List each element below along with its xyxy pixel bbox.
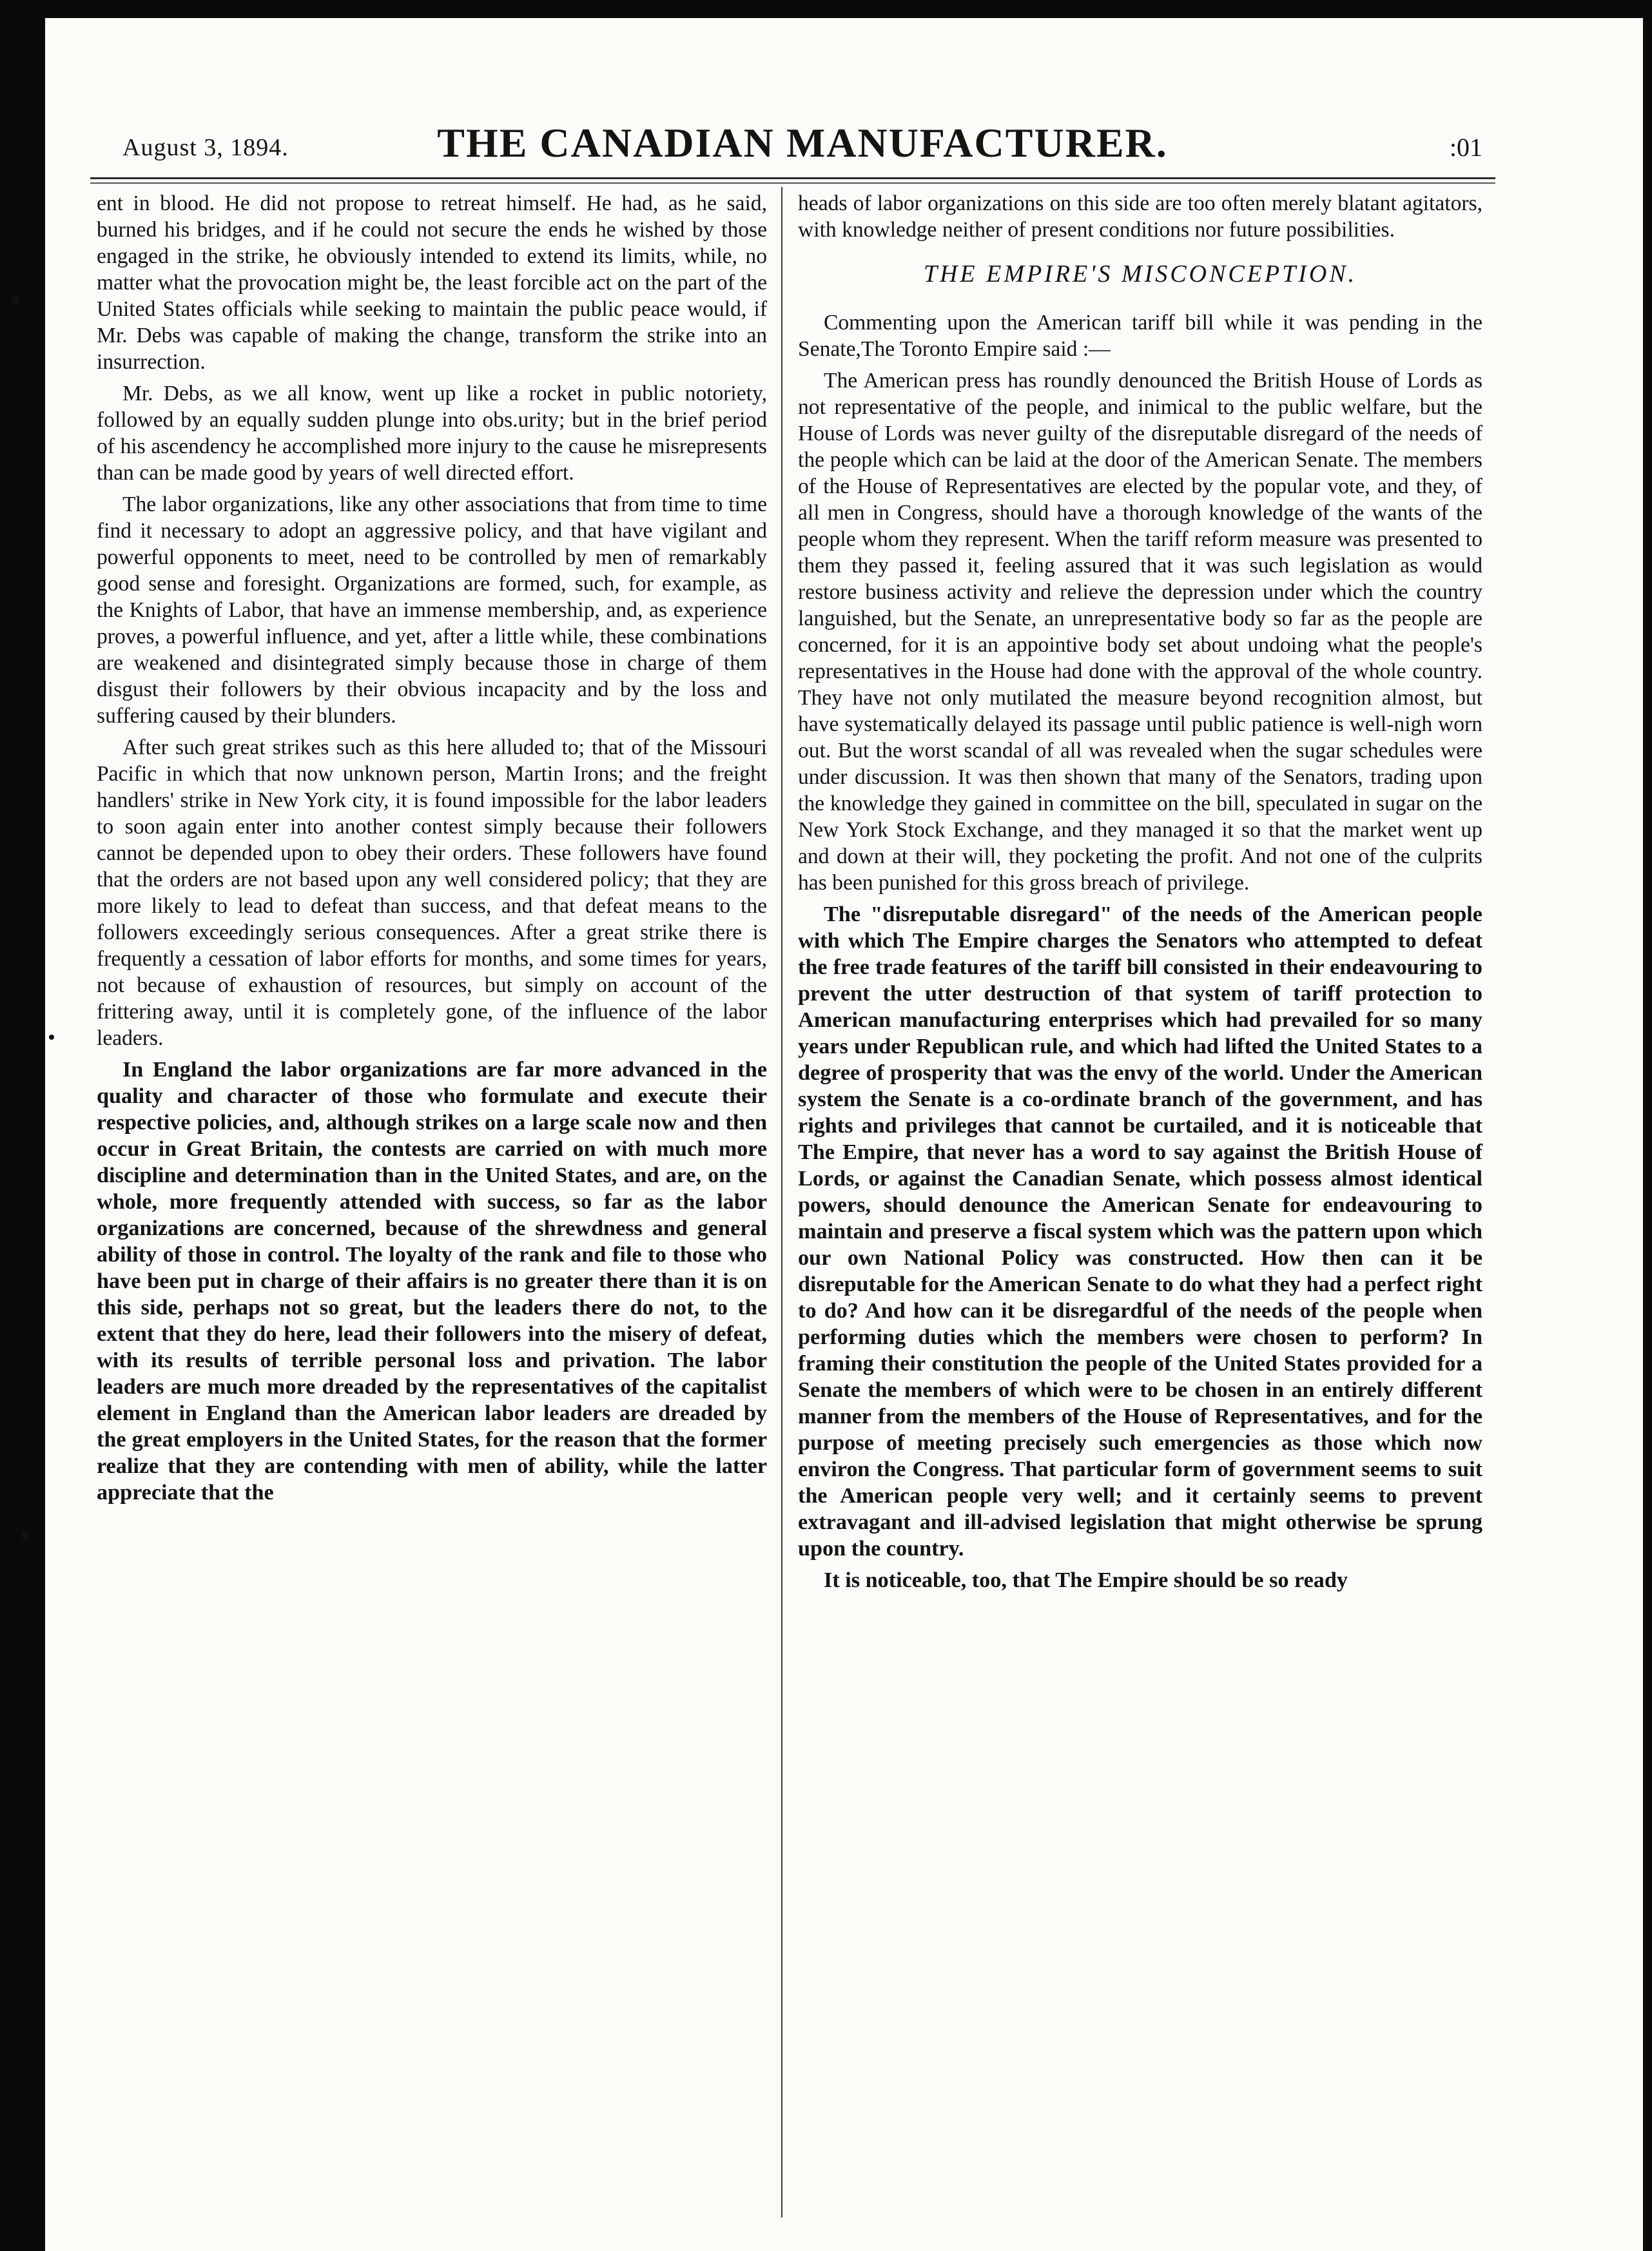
- paragraph: It is noticeable, too, that The Empire should be so ready: [824, 1568, 1348, 1592]
- scan-speck: [49, 1035, 54, 1040]
- paragraph: ent in blood. He did not propose to retreat himself. He had, as he said, burned his bridges, and if he could not secure the ends he wished by those engaged in the strike, he obviously intended to extend its limits, while, no matter what the provocation might be, the least forcible act on the part of the United States officials while seeking to maintain the public peace would, if Mr. Debs was capable of making the change, transform the strike into an insurrection.: [97, 191, 767, 374]
- paragraph: Commenting upon the American tariff bill while it was pending in the Senate,The Toronto Empire said :—: [798, 311, 1482, 361]
- scan-speck: [22, 1531, 28, 1540]
- column-divider: [781, 187, 782, 2217]
- paragraph: After such great strikes such as this here alluded to; that of the Missouri Pacific in which that now unknown person, Martin Irons; and the freight handlers' strike in New York city, it is found impossible for the labor leaders to soon again enter into another contest simply because their followers cannot be depended upon to obey their orders. These followers have found that the orders are not based upon any well considered policy; that they are more likely to lead to defeat than success, and that defeat means to the followers exceedingly serious consequences. After a great strike there is frequently a cessation of labor efforts for months, and some times for years, not because of exhaustion of resources, but simply on account of the frittering away, until it is completely gone, of the influence of the labor leaders.: [97, 736, 767, 1050]
- paragraph: In England the labor organizations are far more advanced in the quality and character of those who formulate and execute their respective policies, and, although strikes on a large scale now and then occur in Great Britain, the contests are carried on with much more discipline and determination than in the United States, and are, on the whole, more frequently attended with success, so far as the labor organizations are concerned, because of the shrewdness and general ability of those in control. The loyalty of the rank and file to those who have been put in charge of their affairs is no greater there than it is on this side, perhaps not so great, but the leaders there do not, to the extent that they do here, lead their followers into the misery of defeat, with its results of terrible personal loss and privation. The labor leaders are much more dreaded by the representatives of the capitalist element in England than the American labor leaders are dreaded by the great employers in the United States, for the reason that the former realize that they are contending with men of ability, while the latter appreciate that the: [97, 1058, 767, 1505]
- paragraph: The "disreputable disregard" of the needs of the American people with which The Empire charges the Senators who attempted to defeat the free trade features of the tariff bill consisted in their endeavouring to prevent the utter destruction of that system of tariff protection to American manufacturing enterprises which had prevailed for so many years under Republican rule, and which had lifted the United States to a degree of prosperity that was the envy of the world. Under the American system the Senate is a co-ordinate branch of the government, and has rights and privileges that cannot be curtailed, and it is noticeable that The Empire, that never has a word to say against the British House of Lords, or against the Canadian Senate, which possess almost identical powers, should denounce the American Senate for endeavouring to maintain and preserve a fiscal system which was the pattern upon which our own National Policy was constructed. How then can it be disreputable for the American Senate to do what they had a perfect right to do? And how can it be disregardful of the needs of the people when performing duties which the members were chosen to perform? In framing their constitution the people of the United States provided for a Senate the members of which were to be chosen in an entirely different manner from the members of the House of Representatives, and for the purpose of meeting precisely such emergencies as those which now environ the Congress. That particular form of government seems to suit the American people very well; and it certainly seems to prevent extravagant and ill-advised legislation that might otherwise be sprung upon the country.: [798, 902, 1482, 1561]
- scan-border-top: [0, 0, 1652, 18]
- paragraph: The labor organizations, like any other associations that from time to time find it necessary to adopt an aggressive policy, and that have vigilant and powerful opponents to meet, need to be controlled by men of remarkably good sense and foresight. Organizations are formed, such, for example, as the Knights of Labor, that have an immense membership, and, as experience proves, a powerful influence, and yet, after a little while, these combinations are weakened and disintegrated simply because those in charge of them disgust their followers by their obvious incapacity and by the loss and suffering caused by their blunders.: [97, 492, 767, 728]
- right-column: [798, 190, 1482, 1599]
- header-rule-thin: [90, 182, 1495, 184]
- scan-speck: [12, 297, 19, 304]
- scan-border-right: [1643, 0, 1652, 2251]
- header-rule: [90, 177, 1495, 179]
- issue-date: August 3, 1894.: [122, 134, 289, 161]
- left-column: [97, 190, 767, 1511]
- paragraph: heads of labor organizations on this side are too often merely blatant agitators, with knowledge neither of present conditions nor future possibilities.: [798, 191, 1482, 242]
- page-number: :01: [1449, 133, 1482, 162]
- section-heading: THE EMPIRE'S MISCONCEPTION.: [923, 260, 1357, 287]
- publication-title: THE CANADIAN MANUFACTURER.: [437, 120, 1168, 166]
- scan-border-left: [0, 0, 45, 2251]
- quoted-paragraph: The American press has roundly denounced the British House of Lords as not representative of the people, and inimical to the public welfare, but the House of Lords was never guilty of the disreputable disregard of the needs of the people which can be laid at the door of the American Senate. The members of the House of Representatives are elected by the popular vote, and they, of all men in Congress, should have a thorough knowledge of the wants of the people whom they represent. When the tariff reform measure was presented to them they passed it, feeling assured that it was such legislation as would restore business activity and relieve the depression under which the country languished, but the Senate, an unrepresentative body so far as the people are concerned, for it is an appointive body set about undoing what the people's representatives in the House had done with the approval of the whole country. They have not only mutilated the measure beyond recognition almost, but have systematically delayed its passage until public patience is well-nigh worn out. But the worst scandal of all was revealed when the sugar schedules were under discussion. It was then shown that many of the Senators, trading upon the knowledge they gained in committee on the bill, speculated in sugar on the New York Stock Exchange, and they managed it so that the market went up and down at their will, they pocketing the profit. And not one of the culprits has been punished for this gross breach of privilege.: [798, 369, 1482, 895]
- page-header: [122, 119, 1482, 171]
- paragraph: Mr. Debs, as we all know, went up like a rocket in public notoriety, followed by an equally sudden plunge into obs.urity; but in the brief period of his ascendency he accomplished more injury to the cause he misrepresents than can be made good by years of well directed effort.: [97, 382, 767, 485]
